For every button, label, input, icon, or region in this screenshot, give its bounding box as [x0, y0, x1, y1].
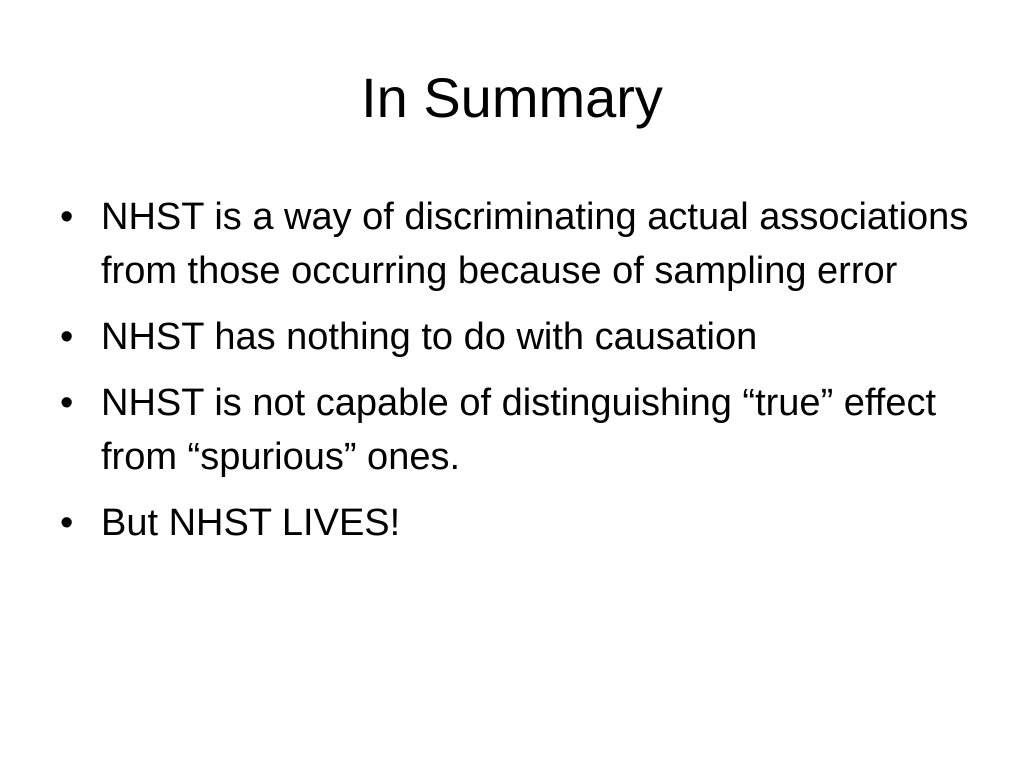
bullet-dot-icon: •: [60, 196, 74, 238]
bullet-item: [58, 376, 978, 484]
bullet-text: But NHST LIVES!: [101, 502, 401, 544]
bullet-dot-icon: •: [60, 316, 74, 358]
bullet-item: [58, 190, 978, 298]
bullet-dot-icon: •: [60, 502, 74, 544]
bullet-text: NHST has nothing to do with causation: [101, 316, 758, 358]
bullet-text: NHST is a way of discriminating actual associations from those occurring because of sampling error: [101, 196, 969, 292]
bullet-text: NHST is not capable of distinguishing “true” effect from “spurious” ones.: [101, 382, 937, 478]
bullet-item: [58, 496, 978, 550]
slide-title: In Summary: [361, 66, 663, 129]
bullet-item: [58, 310, 978, 364]
bullet-dot-icon: •: [60, 382, 74, 424]
bullet-list: [58, 190, 978, 562]
